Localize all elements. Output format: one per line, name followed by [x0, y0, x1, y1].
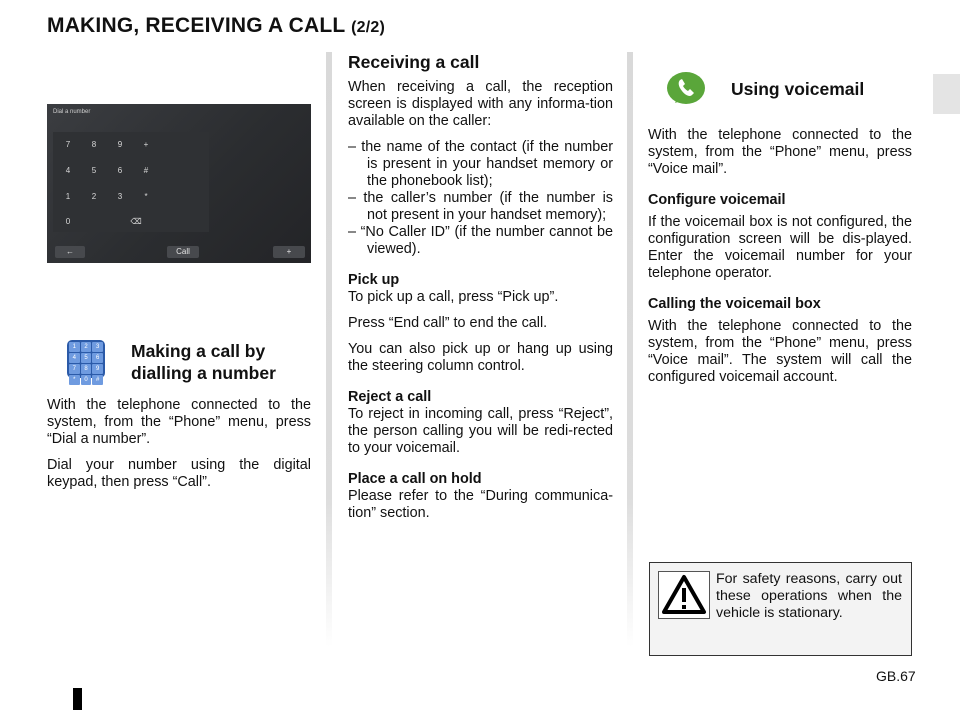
caller-info-item: – “No Caller ID” (if the number cannot be viewed).: [348, 224, 613, 257]
calling-voicemail-text: With the telephone connected to the system, from the “Phone” menu, press “Voice mail”. The system will call the configured voicemail account.: [648, 318, 912, 385]
keypad-key: 0: [65, 217, 71, 226]
configure-voicemail-heading: Configure voicemail: [648, 192, 786, 208]
keypad-key: #: [143, 166, 149, 175]
caller-info-item: – the caller’s number (if the number is not present in your handset memory);: [348, 190, 613, 223]
keypad-key: 3: [117, 192, 123, 201]
dial-number-paragraph: Dial your number using the digital keypad, then press “Call”.: [47, 457, 311, 490]
dial-keypad-icon: 1 2 3 4 5 6 7 8 9 * 0 #: [67, 340, 105, 378]
voicemail-intro: With the telephone connected to the system, from the “Phone” menu, press “Voice mail”.: [648, 127, 912, 177]
reject-text: To reject in incoming call, press “Reject”, the person calling you will be redi-rected to your voicemail.: [348, 406, 613, 456]
keypad-key: 1: [65, 192, 71, 201]
keypad-grid: [53, 132, 209, 232]
safety-warning-box: [649, 562, 912, 656]
dial-keypad-screenshot: [47, 104, 311, 263]
dial-number-paragraph: With the telephone connected to the system, from the “Phone” menu, press “Dial a number”.: [47, 397, 311, 447]
dial-number-heading-block: [131, 340, 311, 384]
column-divider-right: [627, 52, 633, 647]
phone-icon: [666, 70, 706, 108]
keypad-key: 9: [117, 140, 123, 149]
chapter-side-tab: [933, 74, 960, 114]
middle-column: [348, 51, 613, 531]
configure-voicemail-text: If the voicemail box is not configured, the configuration screen will be dis-played. Enter the voicemail number for your telephone operator.: [648, 214, 912, 281]
caller-info-item: – the name of the contact (if the number is present in your handset memory or the phonebook list);: [348, 139, 613, 189]
keypad-key: 5: [91, 166, 97, 175]
hold-text: Please refer to the “During communica-tion” section.: [348, 488, 613, 521]
receiving-intro: When receiving a call, the reception screen is displayed with any informa-tion available on the caller:: [348, 79, 613, 129]
steering-text: You can also pick up or hang up using the steering column control.: [348, 341, 613, 374]
voicemail-heading: Using voicemail: [731, 79, 865, 99]
backspace-icon: ⌫: [130, 217, 142, 226]
calling-voicemail-heading: Calling the voicemail box: [648, 296, 821, 312]
keypad-key: 7: [65, 140, 71, 149]
keypad-screen-title: Dial a number: [53, 109, 91, 115]
keypad-call-button: Call: [167, 246, 199, 258]
page-title-suffix: (2/2): [351, 19, 385, 36]
left-column: [47, 397, 311, 500]
keypad-key: 4: [65, 166, 71, 175]
column-divider-left: [326, 52, 332, 647]
reject-heading: Reject a call: [348, 389, 432, 405]
hold-heading: Place a call on hold: [348, 471, 482, 487]
page-edge-mark: [73, 688, 82, 710]
endcall-text: Press “End call” to end the call.: [348, 315, 548, 331]
right-column: [648, 127, 912, 395]
page-title: MAKING, RECEIVING A CALL (2/2): [47, 14, 385, 37]
pickup-text: To pick up a call, press “Pick up”.: [348, 289, 559, 305]
safety-warning-text: For safety reasons, carry out these operations when the vehicle is stationary.: [716, 571, 902, 621]
keypad-key: +: [143, 140, 149, 149]
keypad-key: *: [144, 192, 148, 201]
keypad-key: 6: [117, 166, 123, 175]
page-number: GB.67: [876, 668, 916, 684]
voicemail-heading-block: [731, 78, 911, 100]
dial-number-heading: Making a call by dialling a number: [131, 341, 276, 383]
pickup-heading: Pick up: [348, 272, 400, 288]
keypad-key: 2: [91, 192, 97, 201]
warning-triangle-icon: [658, 571, 710, 619]
receiving-call-heading: Receiving a call: [348, 52, 480, 72]
keypad-add-button: +: [273, 246, 305, 258]
keypad-key: 8: [91, 140, 97, 149]
keypad-back-button: ←: [55, 246, 85, 258]
